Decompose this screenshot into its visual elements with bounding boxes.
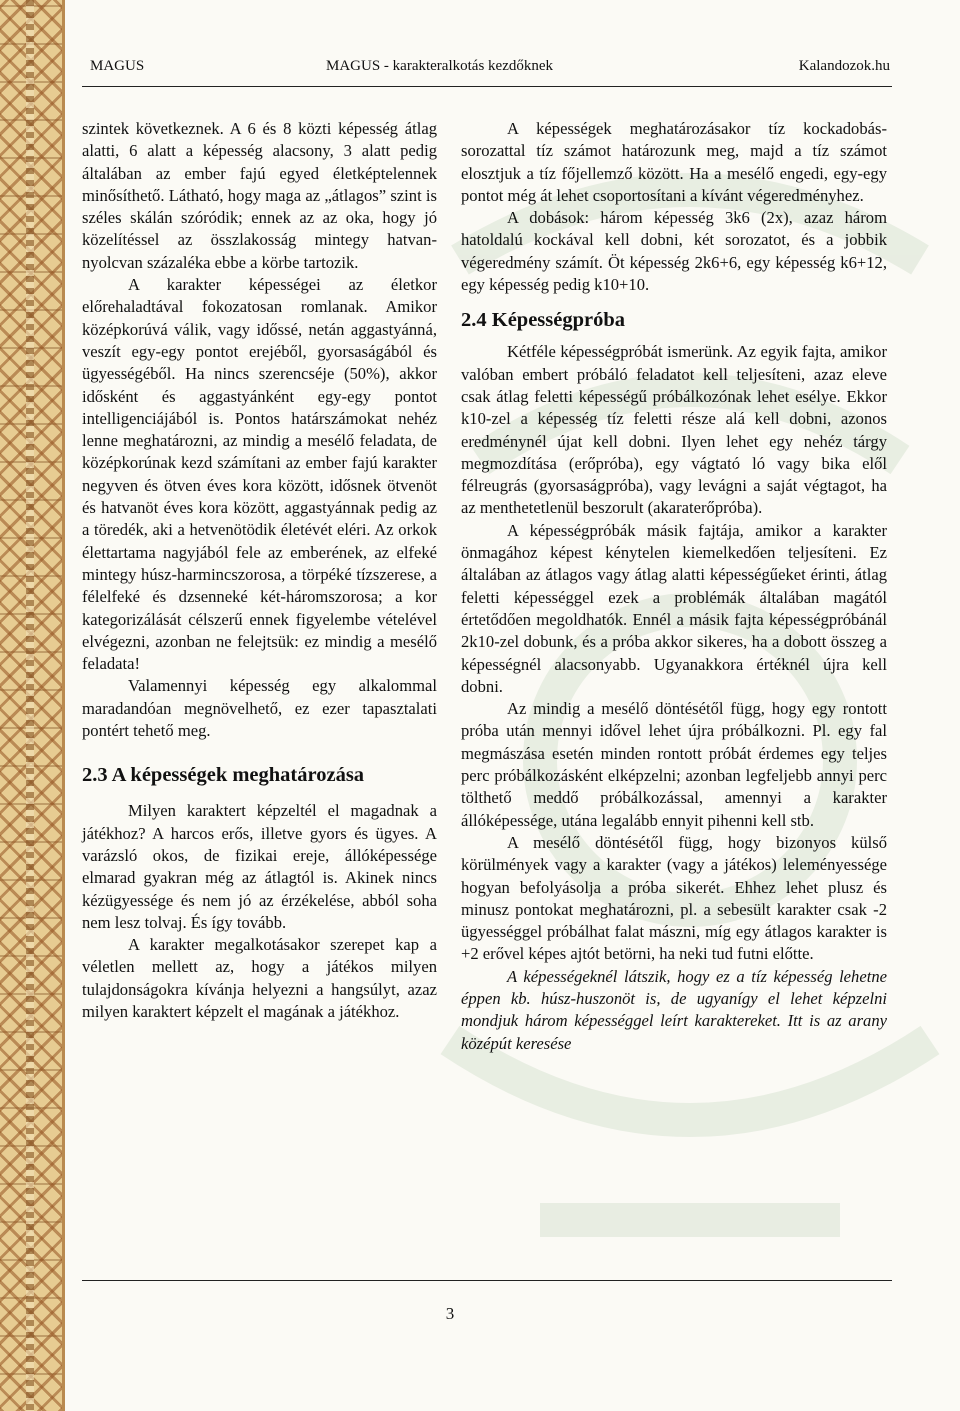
paragraph: Valamennyi képesség egy alkalommal maradandóan megnövelhető, ez ezer tapasztalati pontért tehető meg.: [82, 676, 437, 741]
header-right: Kalandozok.hu: [798, 58, 890, 74]
paragraph: A karakter képességei az életkor előrehaladtával fokozatosan romlanak. Amikor középkorúvá válik, vagy időssé, netán aggastyánná, veszít egy-egy pontot erejéből, gyorsaságából és ügyességéből. Ha nincs szerencséje (50%), akkor idősként és aggastyánként egy-egy pontot intelligenciájából is. Pontos határszámokat nehéz lenne meghatározni, az mindig a mesélő feladata, de középkorúnak kezd számítani az ember fajú karakter negyven és ötven éves kora között, idősnek ötvenöt és hatvanöt éves kora között, aggastyánnak pedig az a töredék, aki a hetvenötödik életévét eléri. Az orkok élettartama nagyjából fele az emberének, az elfeké mintegy húsz-harmincszorosa, a törpéké tízszerese, a félelfeké és dzsenneké két-háromszorosa; a kor kategorizálását célszerű ennek figyelembe vételével elvégezni, azonban ne felejtsük: ez mindig a mesélő feladata!: [82, 275, 437, 674]
paragraph: A mesélő döntésétől függ, hogy bizonyos külső körülmények vagy a karakter (vagy a játékos) leleményessége hogyan befolyásolja a próba sikerét. Ehhez lehet plusz és minusz pontokat meghatározni, pl. a sebesült karakter csak -2 ügyességgel próbálhat falat mászni, míg egy átlagos karakter is +2 erővel képes ajtót betörni, ha neki tud futni előtte.: [461, 832, 887, 964]
paragraph: Az mindig a mesélő döntésétől függ, hogy egy rontott próba után mennyi idővel lehet újra próbálkozni. Pl. egy fal megmászása esetén minden rontott próbát érdemes egy teljes perc próbálkozásként elképzelni; azonban legfeljebb annyi perc tölthető meddő próbálkozással, amennyi a karakter állóképessége, utána legalább ennyit pihenni kell stb.: [461, 699, 887, 830]
paragraph: szintek következnek. A 6 és 8 közti képesség átlag alatti, 6 alatt a képesség alacsony, 3 alatt pedig általában az ember fajú egyed életképtelennek minősíthető. Látható, hogy maga az „átlagos” szint is széles skálán szóródik; ennek az az oka, hogy jó közelítéssel az összlakosság mintegy hatvan-nyolcvan százaléka ebbe a körbe tartozik.: [82, 119, 437, 272]
header-left: MAGUS: [90, 58, 145, 74]
paragraph: A képességek meghatározásakor tíz kockadobás-sorozattal tíz számot határozunk meg, majd a tíz számot elosztjuk a tíz főjellemző között. Ha a mesélő engedi, egy-egy pontot még át lehet csoportosítani a kívánt végeredményhez.: [461, 119, 887, 205]
page-header: [90, 58, 890, 84]
paragraph: A képességeknél látszik, hogy ez a tíz képesség lehetne éppen kb. húsz-huszonöt is, de ugyanígy el lehet képzelni mondjuk három képességgel leírt karaktereket. Itt is az arany középút keresése: [461, 966, 887, 1053]
header-title: MAGUS - karakteralkotás kezdőknek: [326, 58, 554, 74]
paragraph: Milyen karaktert képzeltél el magadnak a játékhoz? A harcos erős, illetve gyors és ügyes. A varázsló okos, de fizikai ereje, állóképessége elmarad gyakran még az átlagtól is. Akinek nincs kézügyessége és nem jó az érzékelése, abból soha nem lesz tolvaj. És így tovább.: [82, 801, 437, 932]
paragraph: Kétféle képességpróbát ismerünk. Az egyik fajta, amikor valóban embert próbáló feladatot kell teljesíteni, azaz eleve csak átlag feletti képességű próbálkozónak lehet esélye. Ekkor k10-zel a képesség tíz feletti része alá kell dobni, azonos eredménynél újat kell dobni. Ilyen lehet egy nehéz tárgy megmozdítása (erőpróba), egy vágtató ló vagy bika elől félreugrás (gyorsaságpróba), vagy levágni a saját végtagot, ha az menthetetlenül beszorult (akaraterőpróba).: [461, 342, 887, 518]
page-number: 3: [445, 1304, 455, 1323]
paragraph: A képességpróbák másik fajtája, amikor a karakter önmagához képest kénytelen kiemelkedően teljesíteni. Ez általában az átlagos vagy átlag alatti képességűeket érinti, átlag feletti képességgel ezek a problémák általában magától értetődően megoldhatók. Ennél a másik fajta képességpróbánál 2k10-zel dobunk, és a próba akkor sikeres, ha a dobott összeg a képességnél alacsonyabb. Ugyanakkora értéknél újra kell dobni.: [461, 520, 887, 696]
right-column: [461, 118, 887, 1055]
header-divider: [82, 86, 892, 87]
left-column: [82, 118, 437, 1023]
paragraph: A karakter megalkotásakor szerepet kap a véletlen mellett az, hogy a játékos milyen tulajdonságokra kívánja helyezni a hangsúlyt, azaz milyen karaktert képzelt el magának a játékhoz.: [82, 935, 437, 1021]
decorative-border: [0, 0, 65, 1411]
paragraph: A dobások: három képesség 3k6 (2x), azaz három hatoldalú kockával kell dobni, két sorozatot, és a jobbik végeredmény számít. Öt képesség 2k6+6, egy képesség k6+12, egy képesség pedig k10+10.: [461, 208, 887, 295]
footer-divider: [82, 1280, 892, 1281]
section-heading: 2.3 A képességek meghatározása: [82, 764, 365, 787]
section-heading: 2.4 Képességpróba: [461, 309, 625, 332]
